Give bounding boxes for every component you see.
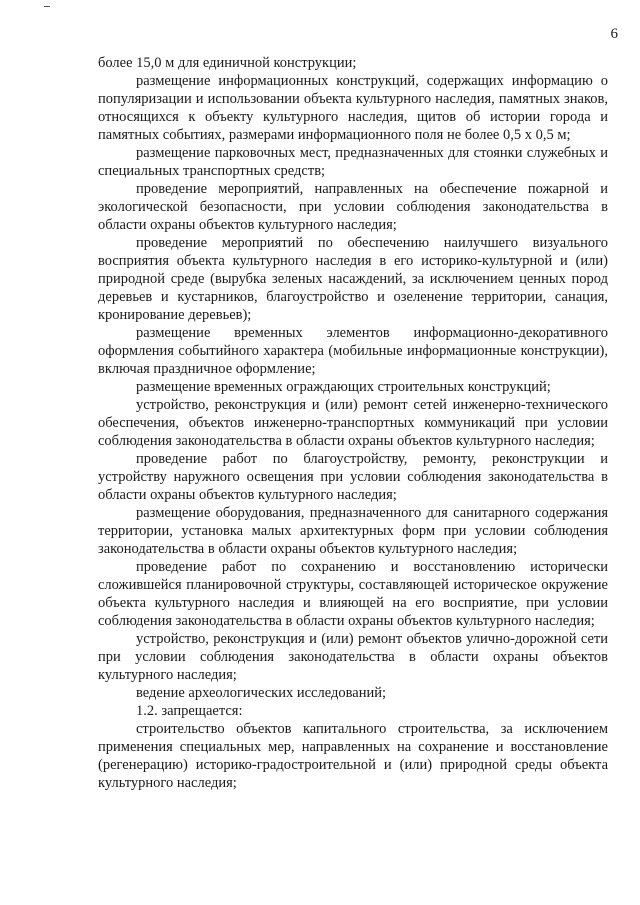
page-number: 6 xyxy=(610,26,618,42)
paragraph: строительство объектов капитального строительства, за исключением применения специальных мер, направленных на сохранение и восстановление (регенерацию) историко-градостроительной и (или) природной среды объекта культурного наследия; xyxy=(98,721,608,791)
scan-corner-mark xyxy=(44,0,50,7)
paragraph: устройство, реконструкция и (или) ремонт сетей инженерно-технического обеспечения, объектов инженерно-транспортных коммуникаций при условии соблюдения законодательства в области охраны объектов культурного наследия; xyxy=(98,397,608,449)
paragraph: размещение парковочных мест, предназначенных для стоянки служебных и специальных транспортных средств; xyxy=(98,145,608,179)
paragraph: устройство, реконструкция и (или) ремонт объектов улично-дорожной сети при условии соблюдения законодательства в области охраны объектов культурного наследия; xyxy=(98,631,608,683)
paragraph: размещение оборудования, предназначенного для санитарного содержания территории, установка малых архитектурных форм при условии соблюдения законодательства в области охраны объектов культурного наследия; xyxy=(98,505,608,557)
document-body xyxy=(98,54,608,792)
paragraph: ведение археологических исследований; xyxy=(136,685,387,701)
paragraph: размещение временных элементов информационно-декоративного оформления событийного характера (мобильные информационные конструкции), включая праздничное оформление; xyxy=(98,325,608,377)
paragraph: проведение мероприятий по обеспечению наилучшего визуального восприятия объекта культурного наследия в его историко-культурной и (или) природной среде (вырубка зеленых насаждений, за исключением ценных пород деревьев и кустарников, благоустройство и озеленение территории, санация, кронирование деревьев); xyxy=(98,235,608,323)
paragraph: размещение информационных конструкций, содержащих информацию о популяризации и использовании объекта культурного наследия, памятных знаков, относящихся к объекту культурного наследия, щитов об истории города и памятных событиях, размерами информационного поля не более 0,5 х 0,5 м; xyxy=(98,73,608,143)
paragraph: проведение работ по сохранению и восстановлению исторически сложившейся планировочной структуры, составляющей историческое окружение объекта культурного наследия и влияющей на его восприятие, при условии соблюдения законодательства в области охраны объектов культурного наследия; xyxy=(98,559,608,629)
paragraph: проведение работ по благоустройству, ремонту, реконструкции и устройству наружного освещения при условии соблюдения законодательства в области охраны объектов культурного наследия; xyxy=(98,451,608,503)
paragraph: размещение временных ограждающих строительных конструкций; xyxy=(136,379,551,395)
paragraph: 1.2. запрещается: xyxy=(136,703,243,719)
paragraph: более 15,0 м для единичной конструкции; xyxy=(98,55,357,71)
paragraph: проведение мероприятий, направленных на обеспечение пожарной и экологической безопасности, при условии соблюдения законодательства в области охраны объектов культурного наследия; xyxy=(98,181,608,233)
